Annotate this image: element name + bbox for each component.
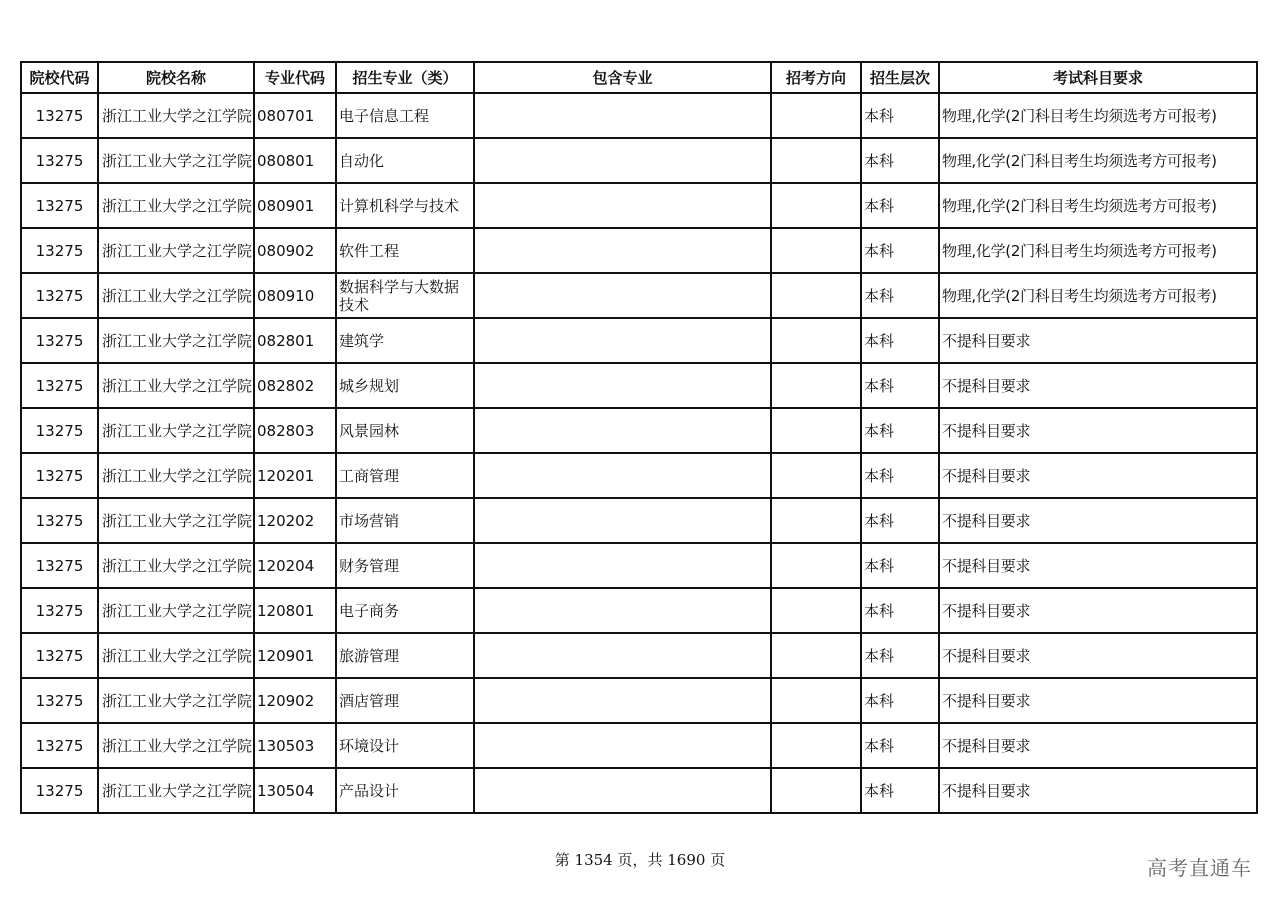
major-code-cell: 080801 [254,138,336,183]
major-code-cell: 082801 [254,318,336,363]
school-code-cell: 13275 [21,723,98,768]
school-code-cell: 13275 [21,768,98,813]
level-cell: 本科 [861,183,939,228]
school-name-cell: 浙江工业大学之江学院 [98,318,254,363]
level-cell: 本科 [861,498,939,543]
table-row [21,678,1257,723]
watermark: 高考直通车 [1147,856,1252,880]
table-row [21,183,1257,228]
level-cell: 本科 [861,93,939,138]
page-number: 第 1354 页，共 1690 页 [554,851,726,869]
direction-cell [771,498,861,543]
table-row [21,363,1257,408]
subject-requirements-cell: 物理,化学(2门科目考生均须选考方可报考) [939,273,1257,318]
header-level: 招生层次 [861,62,939,93]
subject-requirements-cell: 不提科目要求 [939,498,1257,543]
major-cell: 酒店管理 [336,678,474,723]
level-cell: 本科 [861,318,939,363]
school-name-cell: 浙江工业大学之江学院 [98,588,254,633]
subject-requirements-cell: 不提科目要求 [939,633,1257,678]
subject-requirements-cell: 不提科目要求 [939,678,1257,723]
school-name-cell: 浙江工业大学之江学院 [98,678,254,723]
direction-cell [771,93,861,138]
table-row [21,588,1257,633]
major-cell: 风景园林 [336,408,474,453]
table-row [21,228,1257,273]
included-majors-cell [474,768,771,813]
major-code-cell: 082802 [254,363,336,408]
table-row [21,543,1257,588]
major-code-cell: 082803 [254,408,336,453]
school-code-cell: 13275 [21,273,98,318]
school-code-cell: 13275 [21,453,98,498]
direction-cell [771,138,861,183]
major-cell: 产品设计 [336,768,474,813]
level-cell: 本科 [861,453,939,498]
table-body [21,93,1257,813]
table-row [21,273,1257,318]
subject-requirements-cell: 不提科目要求 [939,318,1257,363]
major-code-cell: 120801 [254,588,336,633]
table-row [21,93,1257,138]
direction-cell [771,633,861,678]
included-majors-cell [474,588,771,633]
school-code-cell: 13275 [21,228,98,273]
direction-cell [771,453,861,498]
major-cell: 环境设计 [336,723,474,768]
level-cell: 本科 [861,408,939,453]
school-code-cell: 13275 [21,498,98,543]
major-cell: 财务管理 [336,543,474,588]
major-code-cell: 080910 [254,273,336,318]
header-school-code: 院校代码 [21,62,98,93]
school-name-cell: 浙江工业大学之江学院 [98,183,254,228]
major-cell: 数据科学与大数据技术 [336,273,474,318]
direction-cell [771,588,861,633]
header-direction: 招考方向 [771,62,861,93]
major-code-cell: 080902 [254,228,336,273]
major-code-cell: 080701 [254,93,336,138]
school-name-cell: 浙江工业大学之江学院 [98,93,254,138]
header-major-code: 专业代码 [254,62,336,93]
subject-requirements-cell: 物理,化学(2门科目考生均须选考方可报考) [939,138,1257,183]
school-name-cell: 浙江工业大学之江学院 [98,138,254,183]
subject-requirements-cell: 物理,化学(2门科目考生均须选考方可报考) [939,93,1257,138]
direction-cell [771,678,861,723]
major-cell: 旅游管理 [336,633,474,678]
level-cell: 本科 [861,228,939,273]
school-code-cell: 13275 [21,363,98,408]
included-majors-cell [474,273,771,318]
direction-cell [771,408,861,453]
school-name-cell: 浙江工业大学之江学院 [98,723,254,768]
major-code-cell: 120204 [254,543,336,588]
direction-cell [771,723,861,768]
school-code-cell: 13275 [21,183,98,228]
direction-cell [771,228,861,273]
included-majors-cell [474,363,771,408]
header-school-name: 院校名称 [98,62,254,93]
included-majors-cell [474,408,771,453]
table-row [21,408,1257,453]
table-row [21,723,1257,768]
direction-cell [771,273,861,318]
table-header-row [21,62,1257,93]
school-code-cell: 13275 [21,588,98,633]
school-name-cell: 浙江工业大学之江学院 [98,543,254,588]
included-majors-cell [474,543,771,588]
school-code-cell: 13275 [21,93,98,138]
included-majors-cell [474,93,771,138]
school-name-cell: 浙江工业大学之江学院 [98,453,254,498]
subject-requirements-cell: 物理,化学(2门科目考生均须选考方可报考) [939,183,1257,228]
direction-cell [771,318,861,363]
school-code-cell: 13275 [21,543,98,588]
school-code-cell: 13275 [21,138,98,183]
major-code-cell: 130504 [254,768,336,813]
direction-cell [771,768,861,813]
included-majors-cell [474,138,771,183]
admissions-table [20,61,1258,814]
header-major: 招生专业（类） [336,62,474,93]
school-name-cell: 浙江工业大学之江学院 [98,768,254,813]
included-majors-cell [474,228,771,273]
table-row [21,318,1257,363]
subject-requirements-cell: 不提科目要求 [939,408,1257,453]
subject-requirements-cell: 不提科目要求 [939,768,1257,813]
subject-requirements-cell: 不提科目要求 [939,543,1257,588]
school-name-cell: 浙江工业大学之江学院 [98,408,254,453]
level-cell: 本科 [861,633,939,678]
major-code-cell: 130503 [254,723,336,768]
major-code-cell: 120902 [254,678,336,723]
school-code-cell: 13275 [21,408,98,453]
included-majors-cell [474,318,771,363]
school-name-cell: 浙江工业大学之江学院 [98,498,254,543]
major-cell: 市场营销 [336,498,474,543]
major-code-cell: 120901 [254,633,336,678]
included-majors-cell [474,498,771,543]
included-majors-cell [474,453,771,498]
direction-cell [771,183,861,228]
major-cell: 城乡规划 [336,363,474,408]
header-subject-requirements: 考试科目要求 [939,62,1257,93]
major-cell: 电子商务 [336,588,474,633]
major-code-cell: 080901 [254,183,336,228]
level-cell: 本科 [861,138,939,183]
school-code-cell: 13275 [21,318,98,363]
level-cell: 本科 [861,543,939,588]
table-row [21,498,1257,543]
table-row [21,138,1257,183]
table-row [21,453,1257,498]
header-included-majors: 包含专业 [474,62,771,93]
school-name-cell: 浙江工业大学之江学院 [98,228,254,273]
major-code-cell: 120201 [254,453,336,498]
direction-cell [771,543,861,588]
included-majors-cell [474,723,771,768]
table-row [21,768,1257,813]
level-cell: 本科 [861,588,939,633]
school-name-cell: 浙江工业大学之江学院 [98,633,254,678]
major-code-cell: 120202 [254,498,336,543]
level-cell: 本科 [861,273,939,318]
subject-requirements-cell: 不提科目要求 [939,588,1257,633]
included-majors-cell [474,633,771,678]
major-cell: 计算机科学与技术 [336,183,474,228]
major-cell: 自动化 [336,138,474,183]
table-row [21,633,1257,678]
school-name-cell: 浙江工业大学之江学院 [98,273,254,318]
level-cell: 本科 [861,678,939,723]
school-name-cell: 浙江工业大学之江学院 [98,363,254,408]
direction-cell [771,363,861,408]
school-code-cell: 13275 [21,633,98,678]
level-cell: 本科 [861,363,939,408]
school-code-cell: 13275 [21,678,98,723]
subject-requirements-cell: 不提科目要求 [939,723,1257,768]
included-majors-cell [474,678,771,723]
included-majors-cell [474,183,771,228]
level-cell: 本科 [861,768,939,813]
major-cell: 工商管理 [336,453,474,498]
subject-requirements-cell: 不提科目要求 [939,363,1257,408]
level-cell: 本科 [861,723,939,768]
subject-requirements-cell: 物理,化学(2门科目考生均须选考方可报考) [939,228,1257,273]
major-cell: 软件工程 [336,228,474,273]
major-cell: 电子信息工程 [336,93,474,138]
major-cell: 建筑学 [336,318,474,363]
subject-requirements-cell: 不提科目要求 [939,453,1257,498]
